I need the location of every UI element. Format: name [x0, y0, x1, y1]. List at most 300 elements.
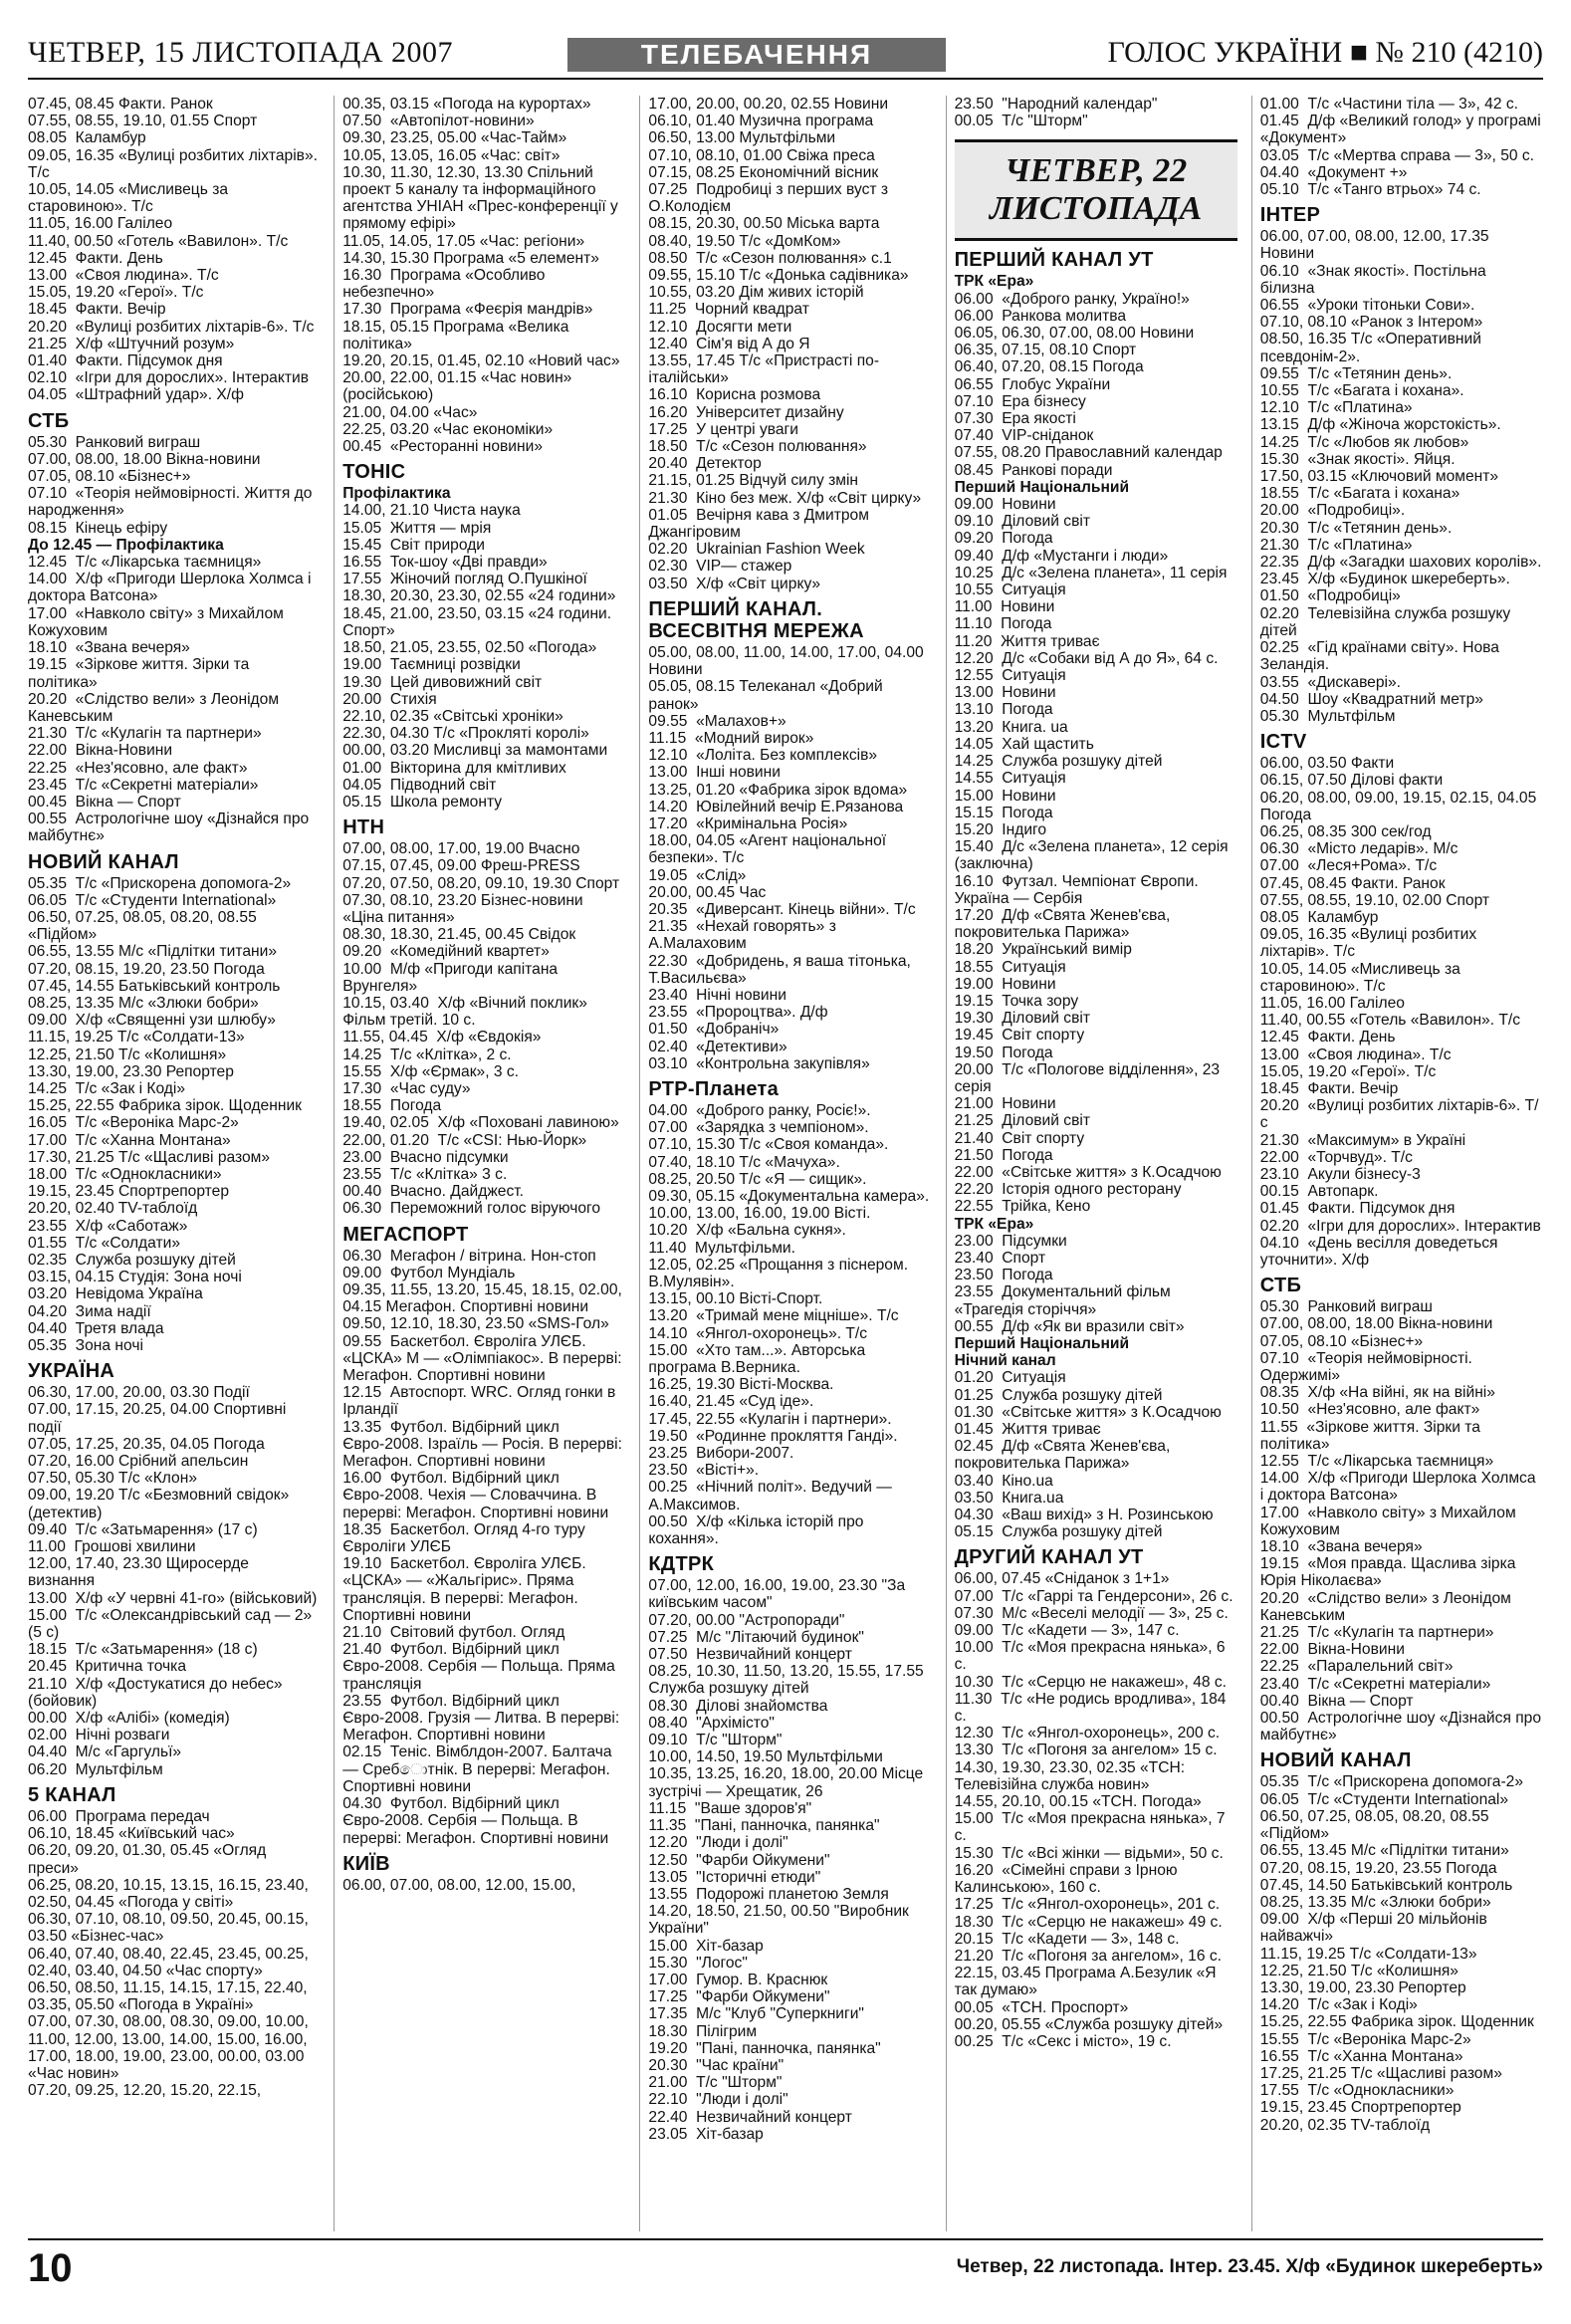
schedule-entry: 21.20 Т/с «Погоня за ангелом», 16 с. — [954, 1947, 1222, 1965]
schedule-entry: 06.55, 13.45 М/с «Підлітки титани» — [1259, 1842, 1509, 1860]
schedule-entry: 00.50 Х/ф «Кілька історій про кохання». — [648, 1512, 868, 1548]
schedule-entry: 22.20 Історія одного ресторану — [954, 1181, 1182, 1199]
schedule-entry: 21.10 Світовий футбол. Огляд — [342, 1624, 565, 1642]
schedule-entry: 13.55 Подорожі планетою Земля — [648, 1885, 889, 1903]
schedule-entry: 11.15, 19.25 Т/с «Солдати-13» — [1259, 1945, 1477, 1963]
schedule-entry: 09.00, 19.20 Т/с «Безмовний свідок» (детектив) — [28, 1487, 294, 1521]
schedule-entry: 21.15, 01.25 Відчуй силу змін — [648, 472, 859, 490]
schedule-entry: 06.40, 07.40, 08.40, 22.45, 23.45, 00.25, 02.40, 03.40, 04.50 «Час спорту» — [28, 1945, 314, 1979]
schedule-entry: 11.30 Т/с «Не родись вродлива», 184 с. — [954, 1690, 1231, 1726]
schedule-entry: 11.40, 00.50 «Готель «Вавилон». Т/с — [28, 232, 289, 250]
schedule-entry: 18.10 «Звана вечеря» — [28, 639, 190, 657]
schedule-entry: 10.00 М/ф «Пригоди капітана Врунгеля» — [342, 960, 562, 995]
schedule-entry: 17.00, 20.00, 00.20, 02.55 Новини — [648, 96, 889, 113]
schedule-entry: 13.00 Х/ф «У червні 41-го» (військовий) — [28, 1589, 318, 1607]
schedule-entry: 12.00, 17.40, 23.30 Щиросерде визнання — [28, 1555, 254, 1590]
schedule-entry: 15.20 Індиго — [954, 820, 1047, 838]
schedule-entry: 08.25, 13.35 М/с «Злюки бобри» — [28, 994, 259, 1012]
schedule-entry: 18.15 Т/с «Затьмарення» (18 с) — [28, 1641, 258, 1659]
schedule-entry: 06.05, 06.30, 07.00, 08.00 Новини — [954, 325, 1195, 343]
schedule-entry: 07.00 «Леся+Рома». Т/с — [1259, 857, 1438, 875]
schedule-entry: 20.20 «Вулиці розбитих ліхтарів-6». Т/с — [1259, 1097, 1539, 1132]
schedule-entry: 11.15 "Ваше здоров'я" — [648, 1799, 812, 1817]
schedule-entry: 06.50, 07.25, 08.05, 08.20, 08.55 «Підйом» — [1259, 1807, 1493, 1843]
schedule-entry: 20.00, 22.00, 01.15 «Час новин» (російською) — [342, 369, 576, 404]
schedule-subheading: Профілактика — [342, 485, 451, 503]
schedule-entry: 07.55, 08.20 Православний календар — [954, 444, 1223, 462]
schedule-entry: 10.05, 14.05 «Мисливець за старовиною». Т/с — [28, 181, 233, 216]
schedule-entry: 03.50 Книга.ua — [954, 1489, 1064, 1507]
channel-heading: СТБ — [1259, 1275, 1302, 1297]
channel-heading: ІНТЕР — [1259, 204, 1321, 227]
schedule-entry: 16.30 Програма «Особливо небезпечно» — [342, 267, 550, 302]
schedule-entry: 07.05, 08.10 «Бізнес+» — [1259, 1332, 1424, 1350]
schedule-entry: 07.55, 08.55, 19.10, 01.55 Спорт — [28, 113, 258, 130]
schedule-entry: 06.30 «Місто ледарів». М/с — [1259, 840, 1459, 858]
schedule-entry: 22.00 «Торчвуд». Т/с — [1259, 1148, 1413, 1166]
channel-heading: ICTV — [1259, 731, 1307, 754]
schedule-entry: 01.45 Д/ф «Великий голод» у програмі «Документ» — [1259, 113, 1546, 147]
schedule-entry: 23.50 "Народний календар" — [954, 96, 1158, 113]
schedule-entry: 17.00 Т/с «Ханна Монтана» — [28, 1131, 231, 1149]
channel-heading: ПЕРШИЙ КАНАЛ. ВСЕСВІТНЯ МЕРЕЖА — [648, 597, 864, 642]
schedule-entry: 07.10 «Теорія неймовірності. Життя до народження» — [28, 485, 317, 520]
schedule-entry: 23.25 Вибори-2007. — [648, 1445, 794, 1463]
schedule-entry: 06.05 Т/с «Студенти International» — [28, 891, 277, 909]
schedule-entry: 02.40 «Детективи» — [648, 1038, 787, 1055]
schedule-entry: 23.45 Т/с «Секретні матеріали» — [28, 776, 259, 794]
schedule-entry: 14.25 Т/с «Любов як любов» — [1259, 433, 1469, 451]
schedule-entry: 06.30, 07.10, 08.10, 09.50, 20.45, 00.15, 03.50 «Бізнес-час» — [28, 1911, 314, 1946]
schedule-entry: 06.30 Переможний голос віруючого — [342, 1200, 601, 1218]
schedule-entry: 13.30, 19.00, 23.30 Репортер — [1259, 1978, 1466, 1996]
schedule-entry: 06.25, 08.35 300 сек/год — [1259, 822, 1432, 840]
schedule-entry: 07.00, 08.00, 18.00 Вікна-новини — [1259, 1315, 1493, 1333]
schedule-entry: 20.40 Детектор — [648, 455, 762, 473]
schedule-entry: 10.35, 13.25, 16.20, 18.00, 20.00 Місце зустрічі — Хрещатик, 26 — [648, 1765, 928, 1800]
schedule-entry: 05.35 Зона ночі — [28, 1337, 143, 1355]
schedule-entry: 16.55 Ток-шоу «Дві правди» — [342, 554, 548, 572]
schedule-entry: 05.05, 08.15 Телеканал «Добрий ранок» — [648, 678, 888, 713]
schedule-column-5 — [1251, 96, 1546, 2231]
schedule-entry: 18.55 Ситуація — [954, 958, 1066, 976]
schedule-entry: 19.15 «Моя правда. Щаслива зірка Юрія Ніколаєва» — [1259, 1555, 1520, 1590]
schedule-entry: 17.55 Жіночий погляд О.Пушкіної — [342, 571, 587, 588]
channel-heading: ТОНІС — [342, 461, 406, 484]
schedule-entry: 01.55 Т/с «Солдати» — [28, 1234, 180, 1252]
schedule-entry: 15.15 Погода — [954, 804, 1053, 821]
schedule-entry: 15.05, 19.20 «Герої». Т/с — [1259, 1062, 1437, 1080]
schedule-entry: 21.50 Погода — [954, 1146, 1053, 1164]
schedule-column-2 — [334, 96, 625, 2231]
schedule-entry: 06.55 «Уроки тітоньки Сови». — [1259, 297, 1475, 315]
schedule-entry: 19.15, 23.45 Спортрепортер — [28, 1183, 229, 1201]
schedule-entry: 22.35 Д/ф «Загадки шахових королів». — [1259, 554, 1542, 572]
schedule-entry: 07.30, 08.10, 23.20 Бізнес-новини «Ціна питання» — [342, 891, 587, 926]
schedule-entry: 22.00 Вікна-Новини — [1259, 1641, 1405, 1659]
schedule-entry: 18.10 «Звана вечеря» — [1259, 1538, 1423, 1556]
schedule-entry: 17.00 «Навколо світу» з Михайлом Кожуховим — [28, 604, 289, 639]
schedule-entry: 06.00, 07.45 «Сніданок з 1+1» — [954, 1570, 1170, 1588]
schedule-entry: 14.00 Х/ф «Пригоди Шерлока Холмса і доктора Ватсона» — [28, 571, 316, 605]
schedule-subheading: ТРК «Ера» — [954, 1215, 1034, 1233]
schedule-entry: 15.05, 19.20 «Герої». Т/с — [28, 284, 204, 302]
schedule-entry: 13.00 Новини — [954, 684, 1056, 702]
schedule-column-3 — [639, 96, 931, 2231]
schedule-entry: 23.40 Нічні новини — [648, 986, 786, 1004]
schedule-column-4 — [946, 96, 1237, 2231]
schedule-entry: 06.20, 08.00, 09.00, 19.15, 02.15, 04.05 Погода — [1259, 789, 1541, 823]
schedule-entry: 08.50, 16.35 Т/с «Оперативний псевдонім-2». — [1259, 331, 1486, 365]
schedule-entry: 16.00 Футбол. Відбірний цикл Євро-2008. Чехія — Словаччина. В перерві: Мегафон. Спортивні новини — [342, 1470, 609, 1521]
schedule-entry: 18.55 Т/с «Багата і кохана» — [1259, 485, 1460, 503]
section-title: ТЕЛЕБАЧЕННЯ — [567, 38, 946, 72]
schedule-entry: 14.55, 20.10, 00.15 «ТСН. Погода» — [954, 1793, 1202, 1811]
schedule-entry: 13.30 Т/с «Погоня за ангелом» 15 с. — [954, 1742, 1218, 1759]
schedule-entry: 17.25 У центрі уваги — [648, 420, 798, 438]
schedule-entry: 16.20 Університет дизайну — [648, 403, 844, 421]
schedule-entry: 08.05 Каламбур — [1259, 908, 1379, 926]
tv-schedule-columns — [28, 96, 1546, 2231]
schedule-entry: 04.10 «День весілля доведеться уточнити». Х/ф — [1259, 1234, 1502, 1269]
schedule-entry: 07.45, 08.45 Факти. Ранок — [28, 96, 213, 113]
schedule-entry: 18.30 Т/с «Серцю не накажеш» 49 с. — [954, 1913, 1223, 1931]
schedule-entry: 00.00, 03.20 Мисливці за мамонтами — [342, 742, 608, 760]
schedule-entry: 09.55 «Малахов+» — [648, 712, 786, 730]
schedule-entry: 16.40, 21.45 «Суд іде». — [648, 1393, 814, 1411]
schedule-entry: 06.00 Програма передач — [28, 1807, 210, 1825]
schedule-entry: 06.00 «Доброго ранку, Україно!» — [954, 290, 1190, 308]
schedule-entry: 19.45 Світ спорту — [954, 1027, 1085, 1045]
channel-heading: ПЕРШИЙ КАНАЛ УТ — [954, 249, 1154, 272]
schedule-entry: 16.10 Корисна розмова — [648, 386, 821, 404]
schedule-entry: 08.05 Каламбур — [28, 129, 146, 147]
channel-heading: НОВИЙ КАНАЛ — [28, 850, 179, 873]
schedule-entry: 07.10 Ера бізнесу — [954, 392, 1086, 410]
schedule-entry: 01.45 Життя триває — [954, 1421, 1101, 1439]
schedule-entry: 23.55 Х/ф «Саботаж» — [28, 1217, 188, 1235]
channel-heading: НОВИЙ КАНАЛ — [1259, 1749, 1412, 1772]
schedule-entry: 06.10 «Знак якості». Постільна білизна — [1259, 262, 1491, 297]
schedule-entry: 11.40, 00.55 «Готель «Вавилон». Т/с — [1259, 1012, 1521, 1030]
schedule-entry: 17.25 "Фарби Ойкумени" — [648, 1988, 830, 2006]
schedule-entry: 08.15 Кінець ефіру — [28, 519, 168, 537]
schedule-entry: 00.05 Т/с "Шторм" — [954, 113, 1088, 130]
schedule-entry: 02.20 «Ігри для дорослих». Інтерактив — [1259, 1217, 1541, 1235]
schedule-entry: 01.00 Т/с «Частини тіла — 3», 42 с. — [1259, 96, 1518, 113]
schedule-entry: 07.20, 16.00 Срібний апельсин — [28, 1453, 249, 1471]
schedule-entry: 07.30 М/с «Веселі мелодії — 3», 25 с. — [954, 1604, 1229, 1622]
schedule-entry: 18.00 Т/с «Однокласники» — [28, 1165, 222, 1183]
schedule-entry: 22.55 Трійка, Кено — [954, 1198, 1091, 1216]
schedule-entry: 19.20 "Пані, панночка, панянка" — [648, 2039, 881, 2057]
schedule-entry: 21.40 Світ спорту — [954, 1129, 1085, 1147]
schedule-entry: 12.15 Автоспорт. WRC. Огляд гонки в Ірландії — [342, 1384, 620, 1419]
schedule-entry: 13.20 Книга. ua — [954, 718, 1068, 736]
schedule-entry: 07.55, 08.55, 19.10, 02.00 Спорт — [1259, 891, 1490, 909]
schedule-entry: 00.05 «ТСН. Проспорт» — [954, 1998, 1129, 2016]
schedule-entry: 18.45, 21.00, 23.50, 03.15 «24 години. Спорт» — [342, 604, 616, 639]
schedule-entry: 06.30, 17.00, 20.00, 03.30 Події — [28, 1384, 250, 1402]
schedule-entry: 15.40 Д/с «Зелена планета», 12 серія (заключна) — [954, 838, 1233, 873]
schedule-entry: 07.40 VIP-сніданок — [954, 427, 1094, 445]
schedule-entry: 13.05 "Історичні етюди" — [648, 1868, 821, 1886]
schedule-entry: 11.20 Життя триває — [954, 632, 1100, 650]
schedule-entry: 11.40 Мультфільми. — [648, 1239, 795, 1257]
schedule-entry: 05.35 Т/с «Прискорена допомога-2» — [28, 874, 292, 892]
schedule-entry: 03.05 Т/с «Мертва справа — 3», 50 с. — [1259, 146, 1535, 164]
schedule-entry: 04.00 «Доброго ранку, Росіє!». — [648, 1101, 871, 1119]
schedule-entry: 22.25 «Паралельний світ» — [1259, 1658, 1454, 1676]
schedule-entry: 01.05 Вечірня кава з Дмитром Джангіровим — [648, 506, 874, 542]
schedule-entry: 09.50, 12.10, 18.30, 23.50 «SMS-Гол» — [342, 1315, 609, 1333]
schedule-entry: 15.00 Новини — [954, 787, 1056, 805]
schedule-entry: 15.05 Життя — мрія — [342, 519, 492, 537]
schedule-entry: 10.15, 03.40 Х/ф «Вічний поклик» Фільм третій. 10 с. — [342, 994, 592, 1030]
schedule-entry: 11.05, 16.00 Галілео — [28, 215, 173, 233]
schedule-entry: 07.05, 08.10 «Бізнес+» — [28, 468, 191, 486]
schedule-entry: 07.45, 14.50 Батьківський контроль — [1259, 1876, 1513, 1894]
schedule-entry: 07.20, 00.00 "Астропоради" — [648, 1611, 845, 1629]
schedule-entry: 11.10 Погода — [954, 615, 1052, 633]
schedule-entry: 06.50, 13.00 Мультфільми — [648, 129, 836, 147]
schedule-entry: 20.45 Критична точка — [28, 1658, 187, 1676]
schedule-entry: 14.30, 15.30 Програма «5 елемент» — [342, 249, 599, 267]
schedule-entry: 09.00 Х/ф «Перші 20 мільйонів найважчі» — [1259, 1911, 1492, 1946]
schedule-entry: 18.20 Український вимір — [954, 941, 1132, 959]
schedule-entry: 14.20 Т/с «Зак і Коді» — [1259, 1996, 1418, 2014]
schedule-entry: 13.20 «Тримай мене міцніше». Т/с — [648, 1307, 899, 1325]
schedule-entry: 12.10 Досягти мети — [648, 318, 792, 336]
date-banner: ЧЕТВЕР, 22 ЛИСТОПАДА — [955, 139, 1237, 241]
schedule-entry: 00.35, 03.15 «Погода на курортах» — [342, 96, 591, 113]
schedule-entry: 23.45 Х/ф «Будинок шкереберть». — [1259, 571, 1510, 588]
newspaper-name: ГОЛОС УКРАЇНИ ■ № 210 (4210) — [1107, 36, 1543, 69]
schedule-entry: 21.00 Т/с "Шторм" — [648, 2074, 783, 2092]
schedule-entry: 17.45, 22.55 «Кулагін і партнери». — [648, 1410, 892, 1428]
schedule-entry: 14.20 Ювілейний вечір Е.Рязанова — [648, 798, 904, 815]
schedule-entry: 17.30 «Час суду» — [342, 1079, 471, 1097]
schedule-entry: 13.00 «Своя людина». Т/с — [1259, 1046, 1452, 1063]
schedule-entry: 08.25, 20.50 Т/с «Я — сищик». — [648, 1170, 867, 1188]
page-footer — [28, 2238, 1543, 2292]
schedule-entry: 10.50 «Нез'ясовно, але факт» — [1259, 1401, 1480, 1419]
schedule-entry: 18.50, 21.05, 23.55, 02.50 «Погода» — [342, 639, 597, 657]
schedule-entry: 17.25, 21.25 Т/с «Щасливі разом» — [1259, 2064, 1502, 2082]
schedule-entry: 15.25, 22.55 Фабрика зірок. Щоденник — [28, 1097, 302, 1115]
schedule-entry: 23.55 «Пророцтва». Д/ф — [648, 1004, 828, 1022]
channel-heading: РТР-Планета — [648, 1077, 780, 1100]
schedule-entry: 03.55 «Дискавері». — [1259, 673, 1401, 691]
schedule-entry: 06.00, 03.50 Факти — [1259, 755, 1395, 773]
schedule-entry: 07.40, 18.10 Т/с «Мачуха». — [648, 1153, 840, 1171]
schedule-entry: 19.30 Діловий світ — [954, 1010, 1090, 1028]
schedule-entry: 02.35 Служба розшуку дітей — [28, 1252, 236, 1269]
schedule-entry: 11.00 Новини — [954, 598, 1055, 616]
schedule-entry: 21.30 «Максимум» в Україні — [1259, 1131, 1466, 1149]
schedule-entry: 21.30 Т/с «Кулагін та партнери» — [28, 725, 262, 743]
schedule-entry: 09.55 Баскетбол. Євроліга УЛЄБ. «ЦСКА» М — «Олімпіакос». В перерві: Мегафон. Спортивні новини — [342, 1332, 626, 1385]
schedule-entry: 07.15, 07.45, 09.00 Фреш-PRESS — [342, 857, 580, 875]
schedule-entry: 07.00 «Зарядка з чемпіоном». — [648, 1119, 869, 1137]
schedule-entry: 17.35 М/с "Клуб "Суперкниги" — [648, 2005, 864, 2023]
schedule-entry: 08.40 "Архімісто" — [648, 1714, 775, 1732]
schedule-entry: 21.00, 04.00 «Час» — [342, 403, 478, 421]
schedule-entry: 13.30, 19.00, 23.30 Репортер — [28, 1062, 234, 1080]
schedule-entry: 23.50 «Вісті+». — [648, 1462, 760, 1480]
schedule-entry: 20.20, 02.40 TV-таблоїд — [28, 1200, 198, 1218]
schedule-entry: 19.20, 20.15, 01.45, 02.10 «Новий час» — [342, 352, 620, 370]
schedule-entry: 21.10 Х/ф «Достукатися до небес» (бойовик) — [28, 1675, 287, 1710]
schedule-entry: 00.25 «Нічний політ». Ведучий — А.Максимов. — [648, 1479, 897, 1513]
schedule-entry: 10.20 Х/ф «Бальна сукня». — [648, 1222, 846, 1240]
schedule-entry: 06.00, 07.00, 08.00, 12.00, 17.35 Новини — [1259, 228, 1493, 263]
schedule-entry: 07.20, 07.50, 08.20, 09.10, 19.30 Спорт — [342, 874, 620, 892]
schedule-entry: 09.10 Т/с "Шторм" — [648, 1732, 783, 1749]
schedule-entry: 19.10 Баскетбол. Євроліга УЛЄБ. «ЦСКА» — «Жальгірис». Пряма трансляція. В перерві: Мегафон. Спортивні новини — [342, 1555, 591, 1624]
issue-date: ЧЕТВЕР, 15 ЛИСТОПАДА 2007 — [28, 36, 453, 69]
schedule-entry: 11.05, 16.00 Галілео — [1259, 994, 1405, 1012]
schedule-entry: 10.30, 11.30, 12.30, 13.30 Спільний проект 5 каналу та інформаційного агентства УНІАН «Прес-конференції у прямому ефірі» — [342, 163, 623, 233]
schedule-entry: 09.30, 23.25, 05.00 «Час-Тайм» — [342, 129, 567, 147]
schedule-entry: 13.15, 00.10 Вісті-Спорт. — [648, 1290, 823, 1308]
schedule-entry: 15.00 Т/с «Олександрівський сад — 2» (5 с) — [28, 1606, 317, 1642]
schedule-entry: 09.05, 16.35 «Вулиці розбитих ліхтарів». Т/с — [28, 146, 323, 181]
schedule-entry: 06.20, 09.20, 01.30, 05.45 «Огляд преси» — [28, 1842, 271, 1877]
schedule-entry: 17.20 Д/ф «Свята Женев'єва, покровителька Парижа» — [954, 906, 1175, 942]
schedule-entry: 18.30 Пілігрим — [648, 2022, 758, 2040]
schedule-entry: 12.10 Т/с «Платина» — [1259, 399, 1413, 417]
schedule-entry: 22.30, 04.30 Т/с «Прокляті королі» — [342, 725, 589, 743]
schedule-entry: 12.10 «Лоліта. Без комплексів» — [648, 747, 878, 765]
schedule-entry: 09.05, 16.35 «Вулиці розбитих ліхтарів». Т/с — [1259, 926, 1481, 961]
schedule-entry: 13.35 Футбол. Відбірний цикл Євро-2008. Ізраїль — Росія. В перерві: Мегафон. Спортивні новини — [342, 1418, 627, 1471]
schedule-subheading: До 12.45 — Профілактика — [28, 536, 224, 554]
schedule-entry: 00.50 Астрологічне шоу «Дізнайся про майбутнє» — [1259, 1710, 1546, 1744]
schedule-entry: 06.40, 07.20, 08.15 Погода — [954, 358, 1144, 376]
schedule-entry: 17.30 Програма «Феєрія мандрів» — [342, 301, 593, 319]
schedule-entry: 06.10, 01.40 Музична програма — [648, 113, 874, 130]
schedule-entry: 06.25, 08.20, 10.15, 13.15, 16.15, 23.40, 02.50, 04.45 «Погода у світі» — [28, 1876, 314, 1911]
schedule-entry: 01.00 Вікторина для кмітливих — [342, 759, 566, 777]
schedule-entry: 11.00 Грошові хвилини — [28, 1538, 196, 1556]
schedule-entry: 04.50 Шоу «Квадратний метр» — [1259, 690, 1483, 708]
schedule-entry: 14.25 Служба розшуку дітей — [954, 753, 1163, 771]
schedule-entry: 20.20 «Вулиці розбитих ліхтарів-6». Т/с — [28, 318, 315, 336]
schedule-entry: 15.00 Т/с «Моя прекрасна нянька», 7 с. — [954, 1810, 1230, 1845]
schedule-entry: 15.45 Світ природи — [342, 536, 485, 554]
channel-heading: КДТРК — [648, 1553, 715, 1576]
schedule-entry: 03.40 Кіно.ua — [954, 1472, 1053, 1490]
schedule-entry: 14.05 Хай щастить — [954, 735, 1094, 753]
schedule-entry: 06.20 Мультфільм — [28, 1760, 163, 1778]
schedule-entry: 00.55 Астрологічне шоу «Дізнайся про майбутнє» — [28, 811, 314, 845]
schedule-entry: 22.00 Вікна-Новини — [28, 742, 173, 760]
schedule-entry: 20.30 "Час країни" — [648, 2056, 785, 2074]
schedule-entry: 04.05 Підводний світ — [342, 776, 497, 794]
schedule-entry: 01.30 «Світське життя» з К.Осадчою — [954, 1403, 1222, 1421]
schedule-entry: 08.50 Т/с «Сезон полювання» с.1 — [648, 249, 892, 267]
schedule-entry: 10.00, 14.50, 19.50 Мультфільми — [648, 1748, 883, 1766]
schedule-entry: 08.30 Ділові знайомства — [648, 1697, 828, 1715]
schedule-entry: 06.55 Глобус України — [954, 375, 1111, 393]
schedule-entry: 12.20 "Люди і долі" — [648, 1834, 788, 1852]
schedule-entry: 20.35 «Диверсант. Кінець війни». Т/с — [648, 900, 916, 918]
schedule-entry: 11.55, 04.45 Х/ф «Євдокія» — [342, 1029, 542, 1046]
schedule-entry: 08.35 Х/ф «На війні, як на війні» — [1259, 1384, 1495, 1402]
schedule-entry: 21.25 Х/ф «Штучний розум» — [28, 335, 235, 352]
schedule-entry: 02.45 Д/ф «Свята Женев'єва, покровителька Парижа» — [954, 1438, 1175, 1473]
schedule-entry: 15.30 "Логос" — [648, 1954, 748, 1972]
schedule-entry: 15.55 Х/ф «Єрмак», 3 с. — [342, 1062, 520, 1080]
schedule-entry: 23.00 Вчасно підсумки — [342, 1148, 509, 1166]
schedule-entry: 07.10 «Теорія неймовірності. Одержимі» — [1259, 1349, 1477, 1385]
schedule-entry: 18.45 Факти. Вечір — [28, 301, 166, 319]
schedule-entry: 21.25 Т/с «Кулагін та партнери» — [1259, 1624, 1494, 1642]
schedule-entry: 10.30 Т/с «Серцю не накажеш», 48 с. — [954, 1673, 1228, 1691]
schedule-entry: 00.40 Вікна — Спорт — [1259, 1692, 1414, 1710]
schedule-entry: 04.30 Футбол. Відбірний цикл Євро-2008. Сербія — Польща. В перерві: Мегафон. Спортивні новини — [342, 1795, 609, 1847]
schedule-entry: 08.40, 19.50 Т/с «ДомКом» — [648, 232, 841, 250]
schedule-entry: 09.20 «Комедійний квартет» — [342, 943, 550, 961]
schedule-entry: 09.00 Футбол Мундіаль — [342, 1264, 516, 1281]
schedule-entry: 23.55 Документальний фільм «Трагедія сторіччя» — [954, 1283, 1176, 1318]
schedule-entry: 01.50 «Добраніч» — [648, 1021, 780, 1039]
schedule-entry: 21.35 «Нехай говорять» з А.Малаховим — [648, 918, 841, 953]
schedule-entry: 01.50 «Подробиці» — [1259, 587, 1401, 605]
schedule-entry: 02.00 Нічні розваги — [28, 1727, 170, 1744]
channel-heading: МЕГАСПОРТ — [342, 1223, 469, 1246]
schedule-entry: 18.55 Погода — [342, 1097, 442, 1115]
schedule-entry: 09.55 Т/с «Тетянин день». — [1259, 364, 1453, 382]
schedule-entry: 22.25, 03.20 «Час економіки» — [342, 420, 554, 438]
schedule-entry: 22.40 Незвичайний концерт — [648, 2108, 852, 2126]
schedule-entry: 14.25 Т/с «Клітка», 2 с. — [342, 1046, 512, 1063]
schedule-entry: 20.00, 00.45 Час — [648, 883, 767, 901]
schedule-entry: 05.15 Школа ремонту — [342, 793, 503, 811]
schedule-column-1 — [28, 96, 323, 2231]
schedule-entry: 07.10, 15.30 Т/с «Своя команда». — [648, 1136, 889, 1154]
schedule-entry: 09.35, 11.55, 13.20, 15.45, 18.15, 02.00, 04.15 Мегафон. Спортивні новини — [342, 1281, 627, 1316]
schedule-entry: 20.00 Т/с «Пологове відділення», 23 серія — [954, 1060, 1225, 1095]
schedule-entry: 18.50 Т/с «Сезон полювання» — [648, 438, 867, 456]
schedule-entry: 15.55 Т/с «Вероніка Марс-2» — [1259, 2030, 1471, 2048]
schedule-entry: 14.30, 19.30, 23.30, 02.35 «ТСН: Телевізійна служба новин» — [954, 1758, 1190, 1793]
schedule-entry: 02.20 Ukrainian Fashion Week — [648, 541, 865, 559]
schedule-entry: 06.00, 07.00, 08.00, 12.00, 15.00, — [342, 1876, 576, 1894]
schedule-subheading: Перший Національний — [954, 478, 1130, 496]
schedule-entry: 10.05, 13.05, 16.05 «Час: світ» — [342, 146, 561, 164]
schedule-entry: 05.10 Т/с «Танго втрьох» 74 с. — [1259, 181, 1481, 199]
channel-heading: СТБ — [28, 409, 70, 432]
schedule-entry: 17.25 Т/с «Янгол-охоронець», 201 с. — [954, 1896, 1221, 1914]
channel-heading: ДРУГИЙ КАНАЛ УТ — [954, 1546, 1144, 1569]
schedule-entry: 07.45, 14.55 Батьківський контроль — [28, 977, 281, 995]
schedule-entry: 13.15 Д/ф «Жіноча жорстокість». — [1259, 416, 1501, 434]
schedule-entry: 07.25 Подробиці з перших вуст з О.Колодієм — [648, 181, 893, 216]
schedule-entry: 05.15 Служба розшуку дітей — [954, 1523, 1163, 1541]
schedule-entry: 12.55 Ситуація — [954, 667, 1066, 685]
footer-teaser: Четвер, 22 листопада. Інтер. 23.45. Х/ф «Будинок шкереберть» — [956, 2256, 1543, 2277]
schedule-entry: 06.50, 07.25, 08.05, 08.20, 08.55 «Підйом» — [28, 908, 262, 944]
schedule-entry: 20.20 «Слідство вели» з Леонідом Каневським — [28, 690, 284, 725]
schedule-entry: 04.05 «Штрафний удар». Х/ф — [28, 386, 244, 404]
schedule-entry: 05.00, 08.00, 11.00, 14.00, 17.00, 04.00 Новини — [648, 643, 929, 679]
schedule-entry: 23.05 Хіт-базар — [648, 2125, 764, 2143]
schedule-entry: 19.15 Точка зору — [954, 992, 1079, 1010]
schedule-entry: 20.00 «Подробиці». — [1259, 502, 1406, 520]
schedule-entry: 19.40, 02.05 Х/ф «Поховані лавиною» — [342, 1114, 619, 1132]
